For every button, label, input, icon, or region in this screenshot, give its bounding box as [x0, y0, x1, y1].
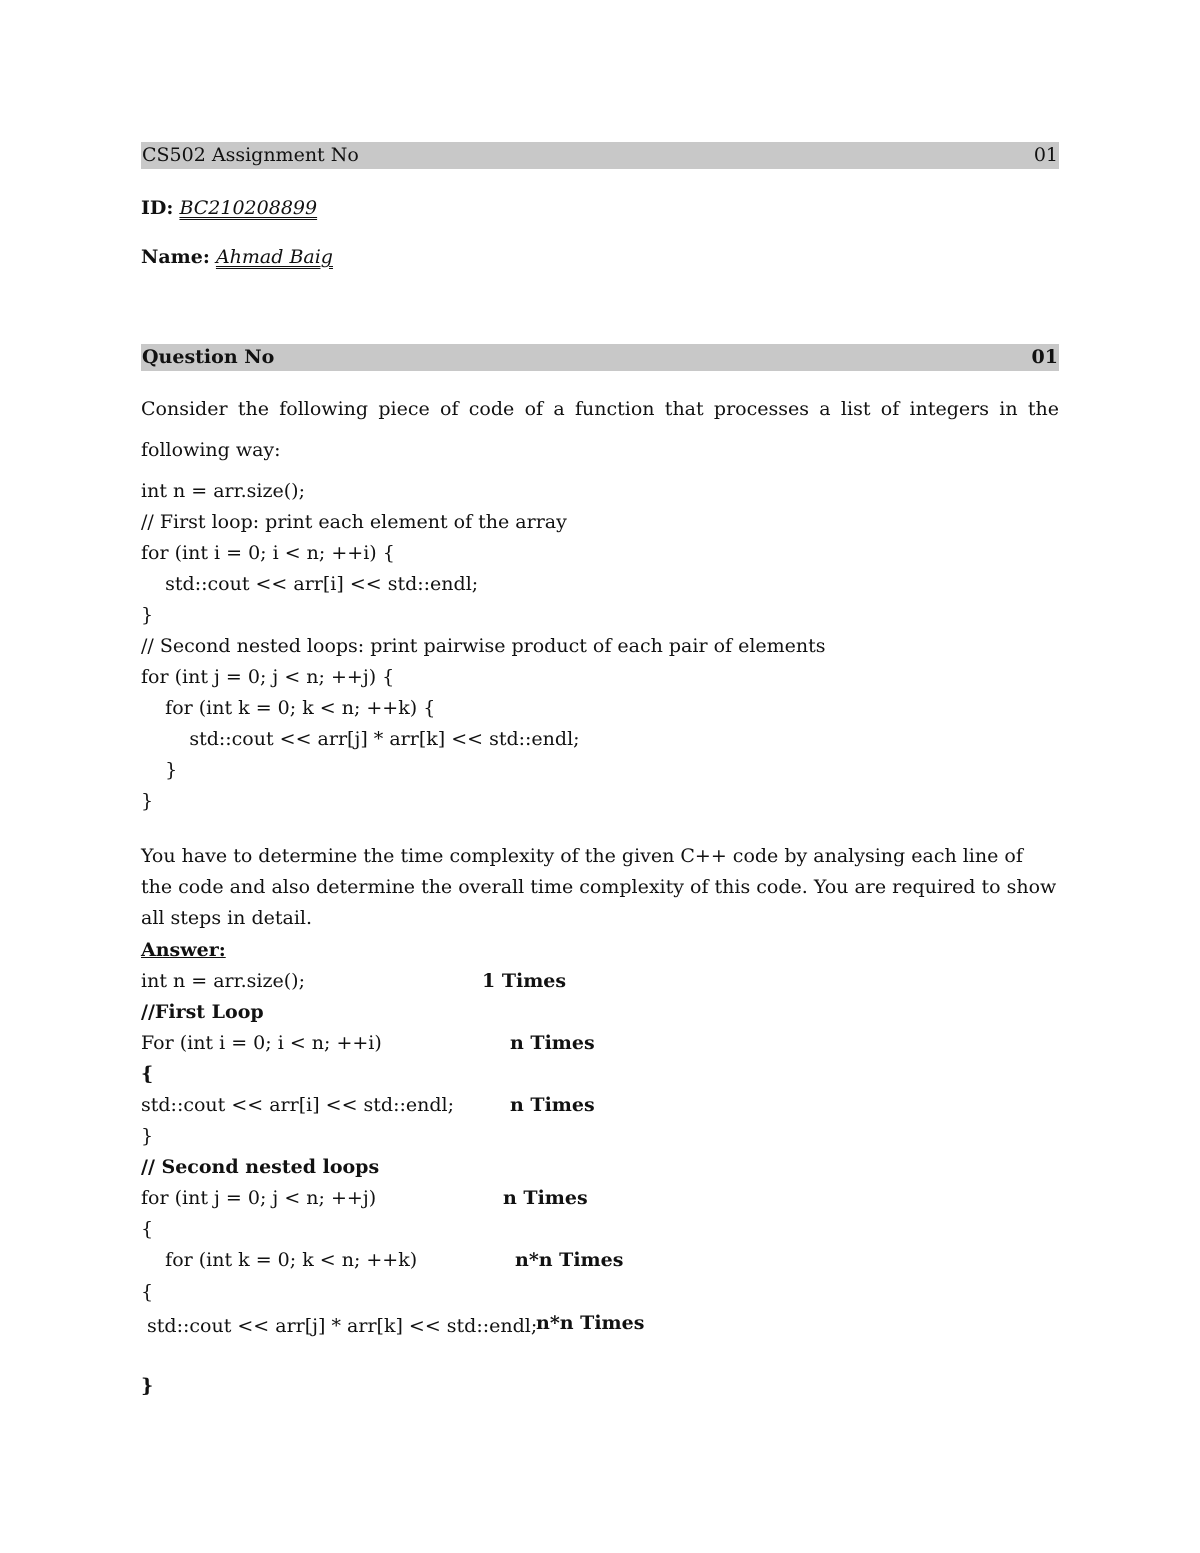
student-name-value: Ahmad Baig	[215, 246, 333, 268]
answer-code-line: {	[141, 1281, 154, 1303]
answer-count: n Times	[510, 1032, 595, 1054]
code-line: std::cout << arr[j] * arr[k] << std::endl;	[141, 728, 580, 750]
answer-count: n Times	[503, 1187, 588, 1209]
question-header-bar	[141, 344, 1059, 371]
student-name-label: Name:	[141, 246, 210, 268]
answer-code-line: For (int i = 0; i < n; ++i)	[141, 1032, 382, 1054]
assignment-title: CS502 Assignment No	[142, 144, 359, 166]
question-intro: Consider the following piece of code of a function that processes a list of integers in the following way:	[141, 398, 1059, 461]
answer-code-line: std::cout << arr[j] * arr[k] << std::endl;	[141, 1315, 538, 1337]
code-line: int n = arr.size();	[141, 480, 305, 502]
answer-label	[141, 938, 226, 962]
answer-code-line: for (int k = 0; k < n; ++k)	[141, 1249, 418, 1271]
code-line: for (int j = 0; j < n; ++j) {	[141, 666, 395, 688]
student-id-label: ID:	[141, 197, 174, 219]
code-line: }	[141, 604, 154, 626]
student-name-line	[141, 245, 333, 269]
code-line: }	[141, 759, 178, 781]
answer-count: 1 Times	[482, 970, 567, 992]
answer-code-line: // Second nested loops	[141, 1156, 380, 1178]
assignment-number: 01	[1033, 144, 1058, 166]
student-id-value: BC210208899	[179, 197, 318, 219]
code-line: // Second nested loops: print pairwise product of each pair of elements	[141, 635, 826, 657]
code-line: // First loop: print each element of the array	[141, 511, 567, 533]
task-paragraph: You have to determine the time complexity of the given C++ code by analysing each line of the code and also determine the overall time complexity of this code. You are required to show all steps in detail.	[141, 845, 1057, 929]
answer-code-line: int n = arr.size();	[141, 970, 305, 992]
assignment-header-bar	[141, 142, 1059, 169]
answer-code-line: {	[141, 1063, 154, 1085]
code-line: for (int i = 0; i < n; ++i) {	[141, 542, 395, 564]
answer-code-line: std::cout << arr[i] << std::endl;	[141, 1094, 455, 1116]
answer-count: n*n Times	[515, 1249, 624, 1271]
answer-count: n Times	[510, 1094, 595, 1116]
answer-code-line: for (int j = 0; j < n; ++j)	[141, 1187, 377, 1209]
question-number: 01	[1031, 346, 1058, 368]
answer-label-text: Answer:	[141, 939, 226, 961]
code-line: std::cout << arr[i] << std::endl;	[141, 573, 479, 595]
answer-count: n*n Times	[536, 1312, 645, 1334]
answer-code-line: }	[141, 1375, 154, 1397]
code-line: for (int k = 0; k < n; ++k) {	[141, 697, 436, 719]
answer-code-line: {	[141, 1218, 154, 1240]
answer-code-line: }	[141, 1125, 154, 1147]
answer-code-line: //First Loop	[141, 1001, 264, 1023]
question-heading: Question No	[142, 346, 275, 368]
code-line: }	[141, 790, 154, 812]
student-id-line	[141, 196, 317, 220]
